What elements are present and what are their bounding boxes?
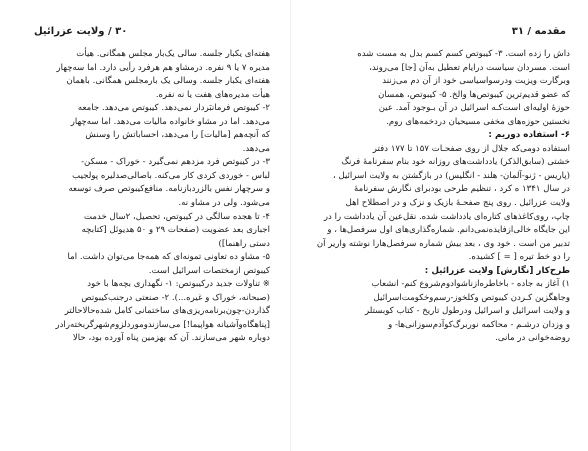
right-page <box>304 0 576 451</box>
right-text-line: در سال ۱۳۴۱ ه کرد ، تنظیم طرحی بودبرای نگارش سفرنامهٔ <box>354 184 570 195</box>
left-text-line: مدیره‌ ۷ یا ۹ نفره. درمشاو هم هرفرد رأیی دارد. اما سه‌چهار <box>56 62 270 73</box>
paragraph <box>308 278 570 346</box>
right-body-text <box>308 48 570 346</box>
left-text-line: گذاردن-چون‌برنامه‌ریزی‌های ساختمانی کامل شده‌حالا‌حالتر <box>64 306 270 317</box>
left-text-line: ۴- تا هجده سالگی در کیبوتص، تحصیل، ۲سال خدمت <box>83 211 270 222</box>
right-text-line: طرح‌کار [نگارش] ولایت عزرائیل : <box>424 265 570 276</box>
right-text-line: و وزدان درشـم - محاکمه‌ نوربرگ‌کوآدم‌سوزانی‌ها- و <box>388 319 570 330</box>
left-text-line: هفته‌ای یکبار جلسه. سالی یک‌بار مجلس همگانی. هیأت <box>76 49 270 59</box>
right-text-line: را دو خط تیره [ = ] کشیده. <box>468 252 570 263</box>
left-text-line: کیبوتص ازمختصات اسرائیل است. <box>148 265 270 276</box>
right-text-line: وبرگارت ویزیت ودرسواسیاسی خود از آن دم می‌زنند <box>382 76 570 87</box>
right-running-head: مقدمه / ۳۱ <box>511 26 566 37</box>
right-text-line: (پاریس - ژنو-آلمان- هلند - انگلیس) در بازگشتن به ولایت اسرائیل ، <box>332 170 570 181</box>
right-text-line: ۱) آغاز به جاده - باخاطره‌ازناشوادوم‌شروع کنم- انشعاب <box>371 279 570 290</box>
left-text-line: هیأت مدیره‌های هفت یا نه نفره. <box>155 89 270 100</box>
right-text-line: و ولایت اسرائیل و اسرائیل ودرطول تاریخ - کتاب کوبستلر <box>364 306 570 317</box>
left-text-line: (صبحانه، خوراک و غیره...). ۲- صنعتی درجنب‌کیبوتص <box>81 292 270 303</box>
right-text-line: حوزهٔ اولیه‌ای است‌کـه اسرائیل در آن بـوجود آمد. عین <box>378 103 570 114</box>
right-text-line: روضه‌خوانی در مانی. <box>495 333 570 344</box>
right-text-line: ۶- استفاده دوریم : <box>488 130 570 141</box>
left-text-line: هفته‌ای یکبار جلسه. وسالی یک بارمجلس همگانی. باهمان <box>66 76 270 87</box>
left-text-line: ۵- مشاو ده تعاونی تمونه‌ای که همه‌جا می‌توان داشت. اما <box>67 252 270 263</box>
right-text-line: چاپ، روی‌کاغذهای کتاره‌ای یادداشت شده. نقل‌عین آن یادداشت را در <box>323 211 570 222</box>
left-text-line: دوباره شهر می‌سازند. آن که بهزمین پناه آورده بود، حالا <box>72 333 270 344</box>
right-text-line: وجاهگزین کـردن کیبوتص وکلخوز-رسم‌و‌خکومت‌اسرائیل <box>373 292 570 303</box>
left-running-head: ۳۰ / ولایت عزرائیل <box>34 26 128 37</box>
left-text-line: و سرچهار نفس بالزردبازنامه. منافع‌کیبوتص صرف توسعه <box>68 184 270 195</box>
page-gutter <box>290 0 291 451</box>
section-heading <box>308 129 570 143</box>
left-body-text <box>12 48 270 346</box>
right-text-line: ولایت عزرائیل . روی پنج صفحـهٔ بازیک و نزک و در اصطلاح اهل <box>345 198 570 209</box>
right-text-line: این جایگاه خالی‌ازفایده‌نمی‌دانم. شماره‌گذاری‌های اول سرفصل‌ها ، و <box>327 225 570 236</box>
paragraph <box>308 143 570 265</box>
left-page <box>8 0 276 451</box>
left-text-line: دستی راهنما]) <box>218 238 270 249</box>
paragraph <box>308 48 570 129</box>
left-text-line: ۳- در کیبوتص فرد مزدهم نمی‌گیرد - خوراک - مسکن- <box>81 157 270 168</box>
right-text-line: تدبیر من است . خود وی ، بعد بیش شماره سرفصل‌هارا نوشته واریر آن <box>316 238 570 249</box>
left-text-line: اجباری بعد عضویت (صفحات ۲۹ و ۵۰ هدیوئل [کتابچه <box>81 225 270 236</box>
left-text-line: ۲- کیبوتص فرمانبَردار نمی‌دهد. کیبوتص می‌دهد. جامعه <box>77 103 270 114</box>
right-text-line: داش را زده است. ۳- کیبوتص کسم کسم بدل به مست شده <box>357 49 570 59</box>
left-text-line: می‌دهد. <box>242 143 270 154</box>
section-heading <box>308 265 570 279</box>
left-text-line: می‌دهد. اما در مشاو خانواده مالیات می‌دهد. اما سه‌چهار <box>70 116 270 127</box>
left-text-line: می‌شود. ولی در مشاو نه. <box>178 198 270 209</box>
right-text-line: خشتی (سابق‌الذکر) یادداشت‌های روزانه خود بنام سفرنامهٔ فرنگ <box>341 157 570 168</box>
right-text-line: استفاده دومی‌که جلال از روی صفحـات ۱۵۷ تا ۱۷۷ دفتر <box>372 143 570 154</box>
right-text-line: نخستین حوزه‌های مخفی مسیحیان دردخمه‌های روم. <box>386 116 570 127</box>
right-text-line: است. مسردان سیاست درایام تعطیل به‌آن [جا] می‌روند، <box>369 62 570 73</box>
left-text-line: [پناهگاه‌وآشیانه هواپیما!] می‌سازند‌وموردلزوم‌شهرگر‌بخته‌را‌در <box>55 319 270 330</box>
left-text-line: که آنچه‌هم [مالیات] را می‌دهد، احساباتش را وسنش <box>85 130 270 141</box>
right-text-line: که عضو قدیم‌ترین کیبوتص‌ها والخ. ۵- کیبوتص، همسان <box>378 89 570 100</box>
left-text-line: لباس - خوردی کردی کار می‌کنه. باصالی‌صدلیره پولجیب <box>72 170 270 181</box>
left-text-line: ※ تناولات جدید درکیبوتص: ۱- نگهداری بچه‌ها با خود <box>87 279 270 290</box>
